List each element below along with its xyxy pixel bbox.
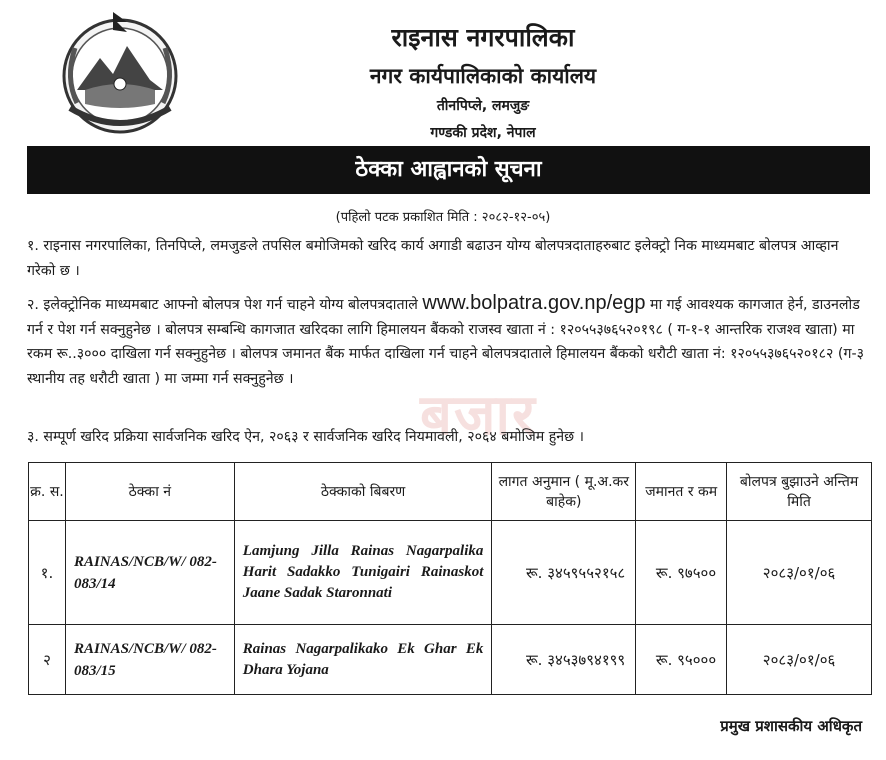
paragraph-2-body: मा गई आवश्यक कागजात हेर्न, डाउनलोड गर्न र पेश गर्न सक्नुहुनेछ । बोलपत्र सम्बन्धि कागजात खरिदका लागि हिमालयन बैंकको राजस्व खाता नं : १२०५५३७६५२०१९८ ( ग-१-१ आन्तरिक राजश्व खाता) मा रकम रू..३००० दाखिला गर्न सक्नुहुनेछ । बोलपत्र जमानत बैंक मार्फत दाखिला गर्न चाहने बोलपत्रदाताले हिमालयन बैंकको धरौटी खाता नं: १२०५५३७६५२०१८२ (ग-३ स्थानीय तह धरौटी खाता ) मा जम्मा गर्न सक्नुहुनेछ । — [27, 297, 864, 387]
address-line-2: गण्डकी प्रदेश, नेपाल — [430, 125, 536, 141]
signatory-title: प्रमुख प्रशासकीय अधिकृत — [720, 717, 862, 735]
watermark: बजार — [420, 383, 537, 448]
row-estimate: रू. ३४५३७९४१९९ — [492, 625, 636, 695]
table-row — [29, 521, 872, 625]
office-subtitle: नगर कार्यपालिकाको कार्यालय — [369, 64, 597, 88]
col-header-contract-no: ठेक्का नं — [65, 463, 234, 521]
row-deadline: २०८३/०१/०६ — [727, 625, 872, 695]
col-header-estimate: लागत अनुमान ( मू.अ.कर बाहेक) — [492, 463, 636, 521]
row-sn: २ — [29, 625, 66, 695]
row-contract-no: RAINAS/NCB/W/ 082-083/14 — [65, 521, 234, 625]
table-header-row — [29, 463, 872, 521]
col-header-sn: क्र. स. — [29, 463, 66, 521]
row-estimate: रू. ३४५९५५२१५८ — [492, 521, 636, 625]
publish-date: (पहिलो पटक प्रकाशित मिति : २०८२-१२-०५) — [335, 210, 551, 225]
table-row — [29, 625, 872, 695]
office-name: राइनास नगरपालिका — [391, 23, 575, 52]
row-description: Rainas Nagarpalikako Ek Ghar Ek Dhara Yojana — [234, 625, 492, 695]
bolpatra-link[interactable]: www.bolpatra.gov.np/egp — [422, 292, 646, 314]
paragraph-3: ३. सम्पूर्ण खरिद प्रक्रिया सार्वजनिक खरिद ऐन, २०६३ र सार्वजनिक खरिद नियमावली, २०६४ बमोजिम हुनेछ । — [27, 429, 584, 445]
row-deadline: २०८३/०१/०६ — [727, 521, 872, 625]
col-header-bid-security: जमानत र कम — [636, 463, 727, 521]
row-sn: १. — [29, 521, 66, 625]
row-description: Lamjung Jilla Rainas Nagarpalika Harit Sadakko Tunigairi Rainaskot Jaane Sadak Staronnati — [234, 521, 492, 625]
row-bid-security: रू. ९५००० — [636, 625, 727, 695]
tender-table — [28, 462, 872, 695]
row-bid-security: रू. ९७५०० — [636, 521, 727, 625]
notice-title-banner: ठेक्का आह्वानको सूचना — [27, 146, 870, 194]
row-contract-no: RAINAS/NCB/W/ 082-083/15 — [65, 625, 234, 695]
col-header-deadline: बोलपत्र बुझाउने अन्तिम मिति — [727, 463, 872, 521]
col-header-description: ठेक्काको बिबरण — [234, 463, 492, 521]
address-line-1: तीनपिप्ले, लमजुङ — [436, 98, 530, 114]
paragraph-2-intro: २. इलेक्ट्रोनिक माध्यमबाट आफ्नो बोलपत्र पेश गर्न चाहने योग्य बोलपत्रदाताले — [27, 297, 418, 313]
paragraph-1: १. राइनास नगरपालिका, तिनपिप्ले, लमजुङले तपसिल बमोजिमको खरिद कार्य अगाडी बढाउन योग्य बोलपत्रदाताहरुबाट इलेक्ट्रो निक माध्यमबाट बोलपत्र आव्हान गरेको छ । — [27, 238, 839, 279]
